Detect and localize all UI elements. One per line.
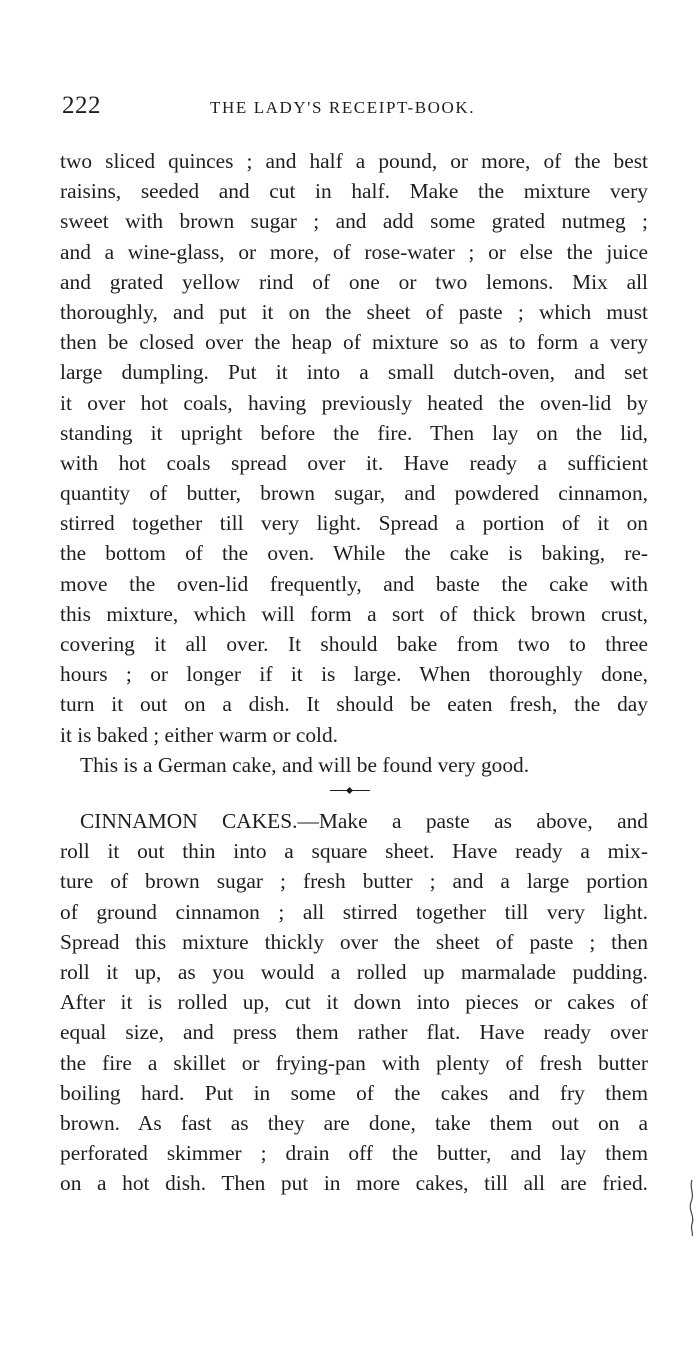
recipe-continuation — [60, 146, 648, 780]
text-line: the fire a skillet or frying-pan with plenty of fresh butter — [60, 1050, 648, 1075]
text-line: boiling hard. Put in some of the cakes and fry them — [60, 1080, 648, 1105]
text-line: After it is rolled up, cut it down into pieces or cakes of — [60, 990, 648, 1015]
text-line: then be closed over the heap of mixture so as to form a very — [60, 330, 648, 355]
text-line: This is a German cake, and will be found very good. — [80, 752, 530, 777]
text-line: and a wine-glass, or more, of rose-water ; or else the juice — [60, 239, 648, 264]
text-line: Spread this mixture thickly over the sheet of paste ; then — [60, 929, 648, 954]
text-line: hours ; or longer if it is large. When thoroughly done, — [60, 662, 648, 687]
text-line: sweet with brown sugar ; and add some grated nutmeg ; — [60, 209, 648, 234]
text-line: two sliced quinces ; and half a pound, or more, of the best — [60, 149, 648, 173]
text-line: and grated yellow rind of one or two lemons. Mix all — [60, 269, 648, 294]
divider-ornament — [345, 786, 352, 793]
text-line: move the oven-lid frequently, and baste the cake with — [60, 571, 648, 596]
text-line: quantity of butter, brown sugar, and powdered cinnamon, — [60, 481, 648, 506]
text-line: with hot coals spread over it. Have ready a sufficient — [60, 450, 648, 475]
text-line: this mixture, which will form a sort of thick brown crust, — [60, 601, 648, 626]
text-line: on a hot dish. Then put in more cakes, till all are fried. — [60, 1171, 648, 1196]
text-line: roll it out thin into a square sheet. Have ready a mix- — [60, 839, 648, 864]
page-number: 222 — [62, 92, 101, 119]
text-line: equal size, and press them rather flat. Have ready over — [60, 1020, 648, 1045]
text-line: it over hot coals, having previously heated the oven-lid by — [60, 390, 648, 415]
text-line: roll it up, as you would a rolled up marmalade pudding. — [60, 959, 648, 984]
text-line: standing it upright before the fire. Then lay on the lid, — [60, 420, 648, 445]
text-line: ture of brown sugar ; fresh butter ; and a large portion — [60, 869, 648, 894]
page-header — [62, 92, 652, 132]
section-divider — [330, 787, 370, 795]
text-line: stirred together till very light. Spread a portion of it on — [60, 511, 648, 536]
text-line: large dumpling. Put it into a small dutch-oven, and set — [60, 360, 648, 385]
text-line: thoroughly, and put it on the sheet of paste ; which must — [60, 299, 648, 324]
text-line: brown. As fast as they are done, take them out on a — [60, 1110, 648, 1135]
text-line: covering it all over. It should bake from two to three — [60, 632, 648, 656]
text-line: turn it out on a dish. It should be eaten fresh, the day — [60, 692, 648, 717]
running-title: THE LADY'S RECEIPT-BOOK. — [210, 98, 476, 117]
margin-scribble — [686, 1178, 698, 1238]
text-line: perforated skimmer ; drain off the butter, and lay them — [60, 1141, 648, 1166]
text-line: raisins, seeded and cut in half. Make the mixture very — [60, 179, 648, 204]
text-line: it is baked ; either warm or cold. — [60, 722, 338, 747]
recipe-heading-line: CINNAMON CAKES.—Make a paste as above, and — [80, 809, 648, 833]
text-line: the bottom of the oven. While the cake is baking, re- — [60, 541, 648, 566]
text-line: of ground cinnamon ; all stirred together till very light. — [60, 899, 648, 924]
recipe-cinnamon-cakes — [60, 806, 648, 1198]
